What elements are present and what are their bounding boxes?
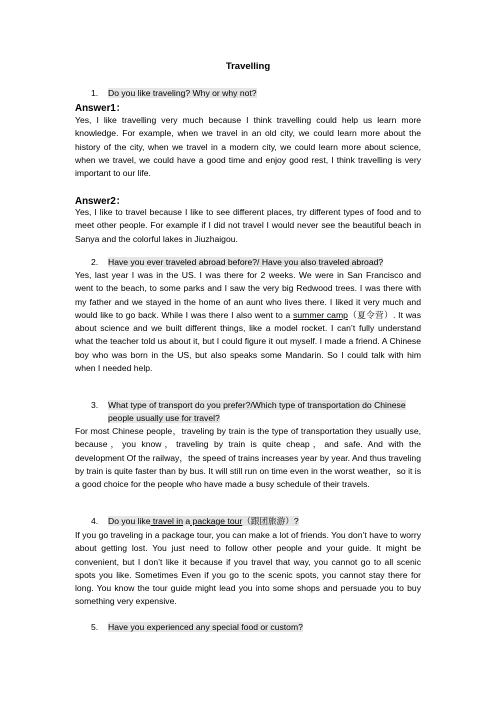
- answer-paragraph: For most Chinese people，traveling by train is the type of transportation they usually use, because，you know，traveling by train is quite cheap，and safe. And with the development Of the railway，the speed of trains increases year by year. And thus traveling by train is quite faster than by bus. It will still run on time even in the worst weather，so it is a good choice for the people who have made a busy schedule of their travels.: [75, 426, 421, 490]
- question-3: [75, 399, 421, 425]
- question-number: 5.: [91, 622, 99, 632]
- question-number: 3.: [91, 400, 99, 410]
- question-4: [75, 515, 421, 528]
- chinese-gloss: （夏令营）: [347, 309, 394, 320]
- answer-1-label: Answer1：: [75, 103, 126, 114]
- question-text: Do you like traveling? Why or why not?: [108, 88, 257, 98]
- question-2: [75, 256, 421, 269]
- answer-2-text: Yes, I like to travel because I like to see different places, try different types of food and to meet other people. For example if I did not travel I would never see the beautiful beach in Sanya and the colorful lakes in Jiuzhaigou.: [75, 207, 421, 244]
- question-number: 1.: [91, 88, 99, 98]
- question-text: Have you experienced any special food or custom?: [108, 622, 303, 632]
- question-number: 2.: [91, 257, 99, 267]
- question-text: Do you like travel in a package tour（跟团旅游）?: [108, 516, 299, 526]
- answer-paragraph: Yes, last year I was in the US. I was there for 2 weeks. We were in San Francisco and went to the beach, to some parks and I saw the very big Redwood trees. I was there with my father and we stayed in the home of an aunt who lives there. I liked it very much and would like to go back. While I was there I also went to a summer camp（夏令营）. It was about science and we built different things, like a model rocket. I can’t fully understand what the teacher told us about it, but I could figure it out myself. I made a friend. A Chinese boy who was born in the US, but also speaks some Mandarin. So I could talk with him when I needed help.: [75, 270, 421, 374]
- question-number: 4.: [91, 516, 99, 526]
- answer-2-label: Answer2：: [75, 196, 126, 207]
- document-title: Travelling: [225, 61, 271, 72]
- answer-1-text: Yes, I like travelling very much because I think travelling could help us learn more knowledge. For example, when we travel in an old city, we could learn more about the history of the city, when we travel in a modern city, we could learn more about science, when we travel, we could have a good time and enjoy good rest, I think travelling is very important to our life.: [75, 115, 421, 179]
- question-text: Have you ever traveled abroad before?/ Have you also traveled abroad?: [108, 257, 384, 267]
- answer-paragraph: If you go traveling in a package tour, you can make a lot of friends. You don’t have to worry about getting lost. You just need to follow other people and your guide. It might be convenient, but I don’t like it because if you travel that way, you cannot go to all scenic spots you like. Sometimes Even if you go to the scenic spots, you cannot stay there for long. You know the tour guide might lead you into some shops and persuade you to buy something very expensive.: [75, 530, 421, 607]
- question-5: [75, 621, 421, 634]
- question-1: [75, 87, 421, 100]
- underlined-term: summer camp: [293, 309, 348, 320]
- question-text: What type of transport do you prefer?/Which type of transportation do Chinese people usually use for travel?: [108, 400, 406, 423]
